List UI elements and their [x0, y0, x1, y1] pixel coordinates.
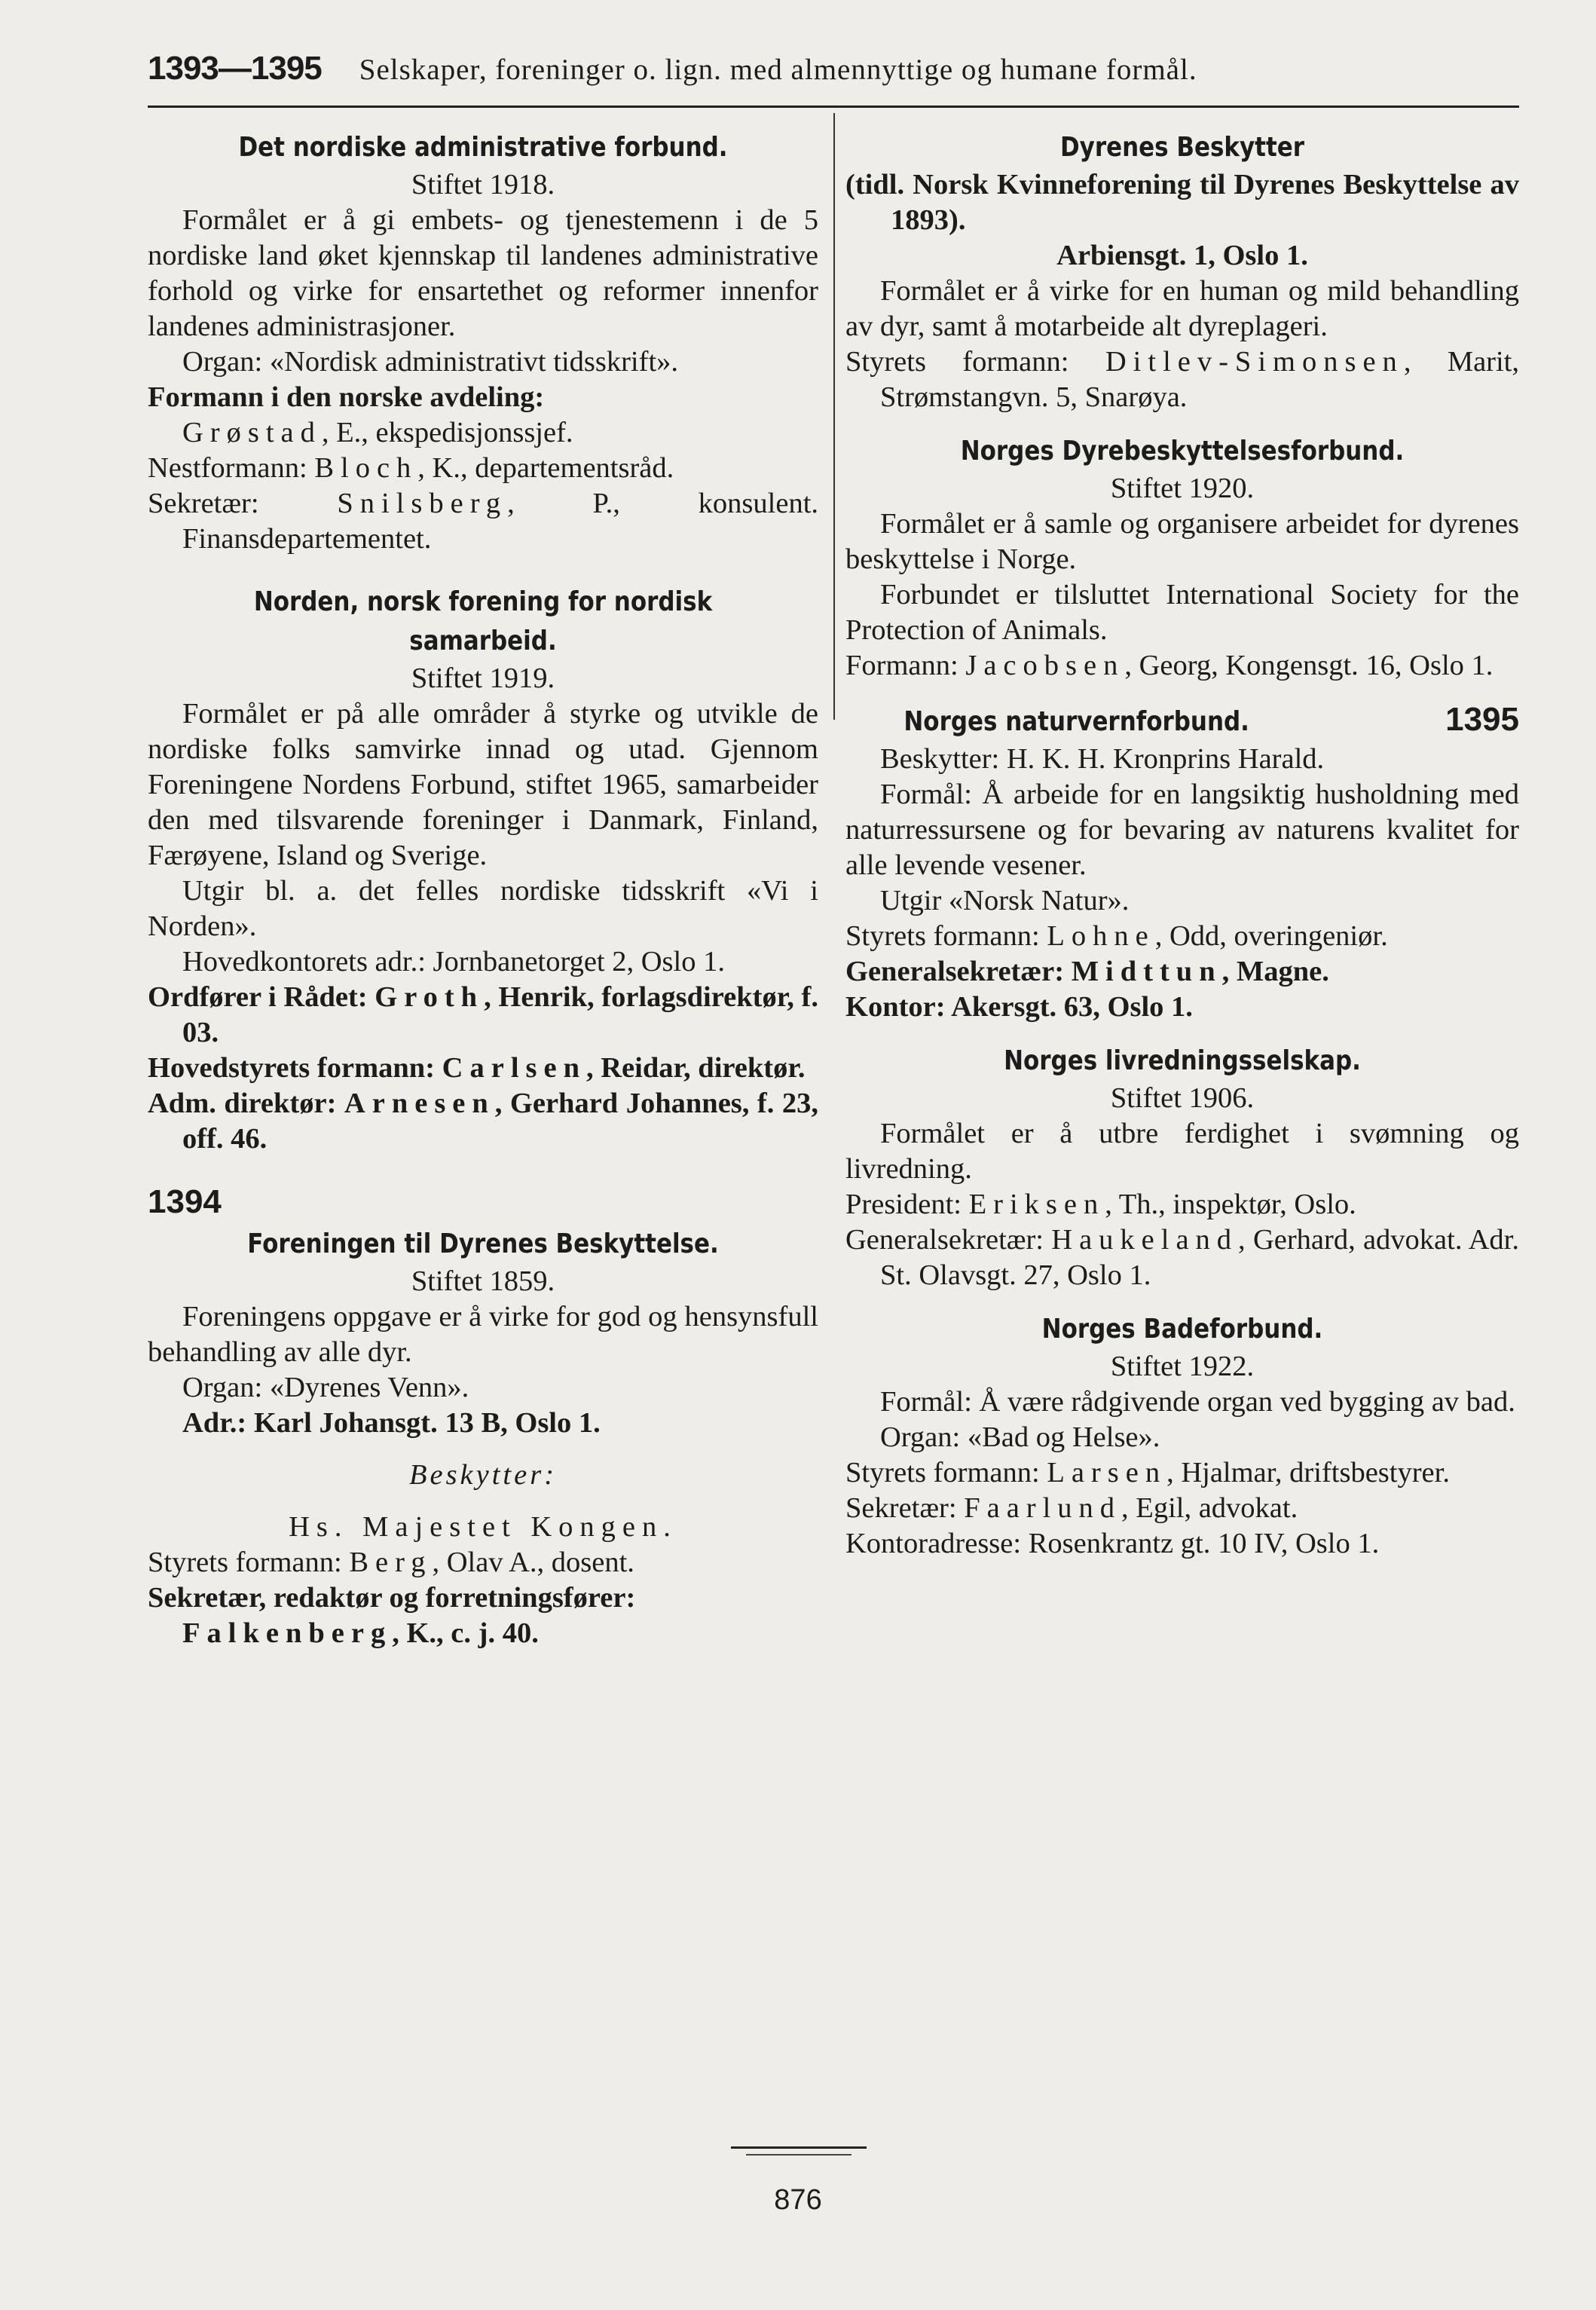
sec-name: Faarlund — [964, 1492, 1122, 1524]
adm-label: Adm. direktør: — [148, 1088, 337, 1119]
president — [845, 1187, 1519, 1222]
purpose: Formålet er å virke for en human og mild behandling av dyr, samt å motarbeide alt dyreplageri. — [845, 275, 1519, 342]
entry-title: Det nordiske administrative forbund. — [238, 132, 728, 163]
board-chair — [845, 1455, 1519, 1491]
board-label: Hovedstyrets formann: — [148, 1052, 436, 1084]
vice-rest: , K., departementsråd. — [417, 452, 674, 484]
sec-rest: , K., c. j. 40. — [392, 1617, 539, 1649]
chair — [148, 380, 818, 451]
purpose: Formål: Å arbeide for en langsiktig husholdning med naturressursene og for bevaring av naturens kvalitet for alle levende vesener. — [845, 779, 1519, 881]
ordforer — [148, 980, 818, 1051]
sec-name: Falkenberg — [182, 1617, 393, 1649]
address: Arbiensgt. 1, Oslo 1. — [1056, 240, 1308, 271]
header-entry-range: 1393—1395 — [148, 50, 322, 87]
footer-rule — [731, 2146, 867, 2149]
membership: Forbundet er tilsluttet International Society for the Protection of Animals. — [845, 579, 1519, 646]
entry-naturvernforbund — [845, 700, 1519, 1025]
chair-rest: , E., ekspedisjonssjef. — [321, 417, 573, 448]
pres-label: President: — [845, 1189, 962, 1220]
secretary — [845, 1491, 1519, 1526]
office: Kontor: Akersgt. 63, Oslo 1. — [845, 991, 1193, 1023]
ordforer-label: Ordfører i Rådet: — [148, 981, 368, 1013]
purpose: Formålet er å samle og organisere arbeidet for dyrenes beskyttelse i Norge. — [845, 508, 1519, 575]
secretary — [148, 1580, 818, 1651]
organ: Organ: «Nordisk administrativt tidsskrift». — [182, 346, 679, 378]
gensec-label: Generalsekretær: — [845, 1224, 1044, 1256]
ordforer-name: Groth — [375, 981, 485, 1013]
address: Adr.: Karl Johansgt. 13 B, Oslo 1. — [182, 1407, 601, 1439]
chair-label: Formann: — [845, 650, 959, 681]
publishes: Utgir bl. a. det felles nordiske tidsskrift «Vi i Norden». — [148, 875, 818, 942]
entry-badeforbund — [845, 1310, 1519, 1562]
chair-label: Formann i den norske avdeling: — [148, 381, 545, 413]
entry-title: Norden, norsk forening for nordisk samarbeid. — [253, 586, 713, 656]
office: Kontoradresse: Rosenkrantz gt. 10 IV, Oslo 1. — [845, 1528, 1380, 1559]
organ: Organ: «Bad og Helse». — [880, 1421, 1160, 1453]
entry-norden — [148, 583, 818, 1157]
board-rest: , Marit, Strømstangvn. 5, Snarøya. — [880, 346, 1519, 413]
chair-rest: , Georg, Kongensgt. 16, Oslo 1. — [1124, 650, 1494, 681]
general-secretary — [845, 954, 1519, 990]
office: Hovedkontorets adr.: Jornbanetorget 2, Oslo 1. — [182, 946, 725, 978]
protector: Beskytter: H. K. H. Kronprins Harald. — [880, 743, 1325, 775]
gensec-rest: , Magne. — [1221, 956, 1329, 987]
purpose: Formål: Å være rådgivende organ ved bygging av bad. — [880, 1386, 1515, 1418]
purpose: Formålet er på alle områder å styrke og utvikle de nordiske folks samvirke innad og utad. Gjennom Foreningene Nordens Forbund, stiftet 1965, samarbeider den med tilsvarende foreninger i Danmark, Finland, Færøyene, Island og Sverige. — [148, 698, 818, 871]
footer-rule-short — [746, 2154, 852, 2155]
gensec-name: Midttun — [1071, 956, 1222, 987]
header-rule — [148, 106, 1519, 108]
founded: Stiftet 1919. — [411, 662, 555, 694]
pres-rest: , Th., inspektør, Oslo. — [1105, 1189, 1356, 1220]
board-chair — [845, 919, 1519, 954]
board-rest: , Odd, overingeniør. — [1154, 920, 1388, 952]
entry-title: Dyrenes Beskytter — [1059, 132, 1305, 163]
former-name: (tidl. Norsk Kvinneforening til Dyrenes Beskyttelse av 1893). — [845, 169, 1519, 236]
vice-name: Bloch — [314, 452, 418, 484]
vice-label: Nestformann: — [148, 452, 307, 484]
sec-label: Sekretær: — [148, 488, 259, 519]
board-name: Ditlev-Simonsen — [1105, 346, 1404, 378]
board-name: Carlsen — [442, 1052, 586, 1084]
gensec-name: Haukeland — [1051, 1224, 1239, 1256]
entry-livredningsselskap — [845, 1042, 1519, 1293]
board-name: Berg — [349, 1547, 433, 1578]
founded: Stiftet 1920. — [1110, 473, 1255, 504]
entry-title: Norges Badeforbund. — [1041, 1314, 1323, 1345]
header-title: Selskaper, foreninger o. lign. med almennyttige og humane formål. — [359, 54, 1197, 86]
left-column — [148, 128, 818, 1651]
entry-title: Foreningen til Dyrenes Beskyttelse. — [247, 1228, 719, 1259]
founded: Stiftet 1918. — [411, 169, 555, 200]
sec-name: Snilsberg — [337, 488, 508, 519]
page-header — [148, 50, 1519, 95]
entry-title: Norges naturvernforbund. — [903, 706, 1249, 737]
chair-name: Jacobsen — [965, 650, 1125, 681]
column-divider — [833, 113, 835, 720]
board-rest: , Reidar, direktør. — [586, 1052, 806, 1084]
protector-label: Beskytter: — [408, 1459, 558, 1491]
sec-label: Sekretær: — [845, 1492, 957, 1524]
board-rest: , Olav A., dosent. — [432, 1547, 634, 1578]
adm-director — [148, 1086, 818, 1157]
chair — [845, 648, 1519, 684]
pres-name: Eriksen — [968, 1189, 1105, 1220]
secretary — [148, 486, 818, 557]
purpose: Formålet er å utbre ferdighet i svømning og livredning. — [845, 1118, 1519, 1185]
sec-rest: , Egil, advokat. — [1121, 1492, 1298, 1524]
board-label: Styrets formann: — [845, 346, 1069, 378]
board-label: Styrets formann: — [845, 1457, 1040, 1488]
right-column — [845, 128, 1519, 1562]
ordforer-rest: , Henrik, forlagsdirektør, f. 03. — [182, 981, 818, 1048]
protector: Hs. Majestet Kongen. — [289, 1511, 677, 1543]
entry-title-row — [845, 700, 1519, 742]
board-chair — [148, 1051, 818, 1086]
adm-rest: , Gerhard Johannes, f. 23, off. 46. — [182, 1088, 818, 1155]
board-label: Styrets formann: — [845, 920, 1040, 952]
adm-name: Arnesen — [344, 1088, 495, 1119]
entry-title: Norges Dyrebeskyttelsesforbund. — [960, 436, 1405, 467]
entry-dyrebeskyttelsesforbund — [845, 432, 1519, 684]
board-label: Styrets formann: — [148, 1547, 342, 1578]
gensec-label: Generalsekretær: — [845, 956, 1065, 987]
board-name: Lohne — [1047, 920, 1155, 952]
board-chair — [845, 344, 1519, 415]
vice-chair — [148, 451, 818, 486]
sec-label: Sekretær, redaktør og forretningsfører: — [148, 1582, 636, 1614]
board-name: Larsen — [1047, 1457, 1167, 1488]
founded: Stiftet 1922. — [1110, 1351, 1255, 1382]
general-secretary — [845, 1222, 1519, 1293]
entry-title: Norges livredningsselskap. — [1004, 1045, 1361, 1076]
organ: Organ: «Dyrenes Venn». — [182, 1372, 469, 1403]
entry-number-1395: 1395 — [1445, 701, 1519, 738]
sec-rest: , P., konsulent. Finansdepartementet. — [182, 488, 819, 555]
page-number: 876 — [774, 2184, 822, 2216]
entry-dyrenes-beskytter — [845, 128, 1519, 415]
purpose: Foreningens oppgave er å virke for god og hensynsfull behandling av alle dyr. — [148, 1301, 818, 1368]
entry-nordiske-administrative — [148, 128, 818, 557]
board-chair — [148, 1545, 818, 1580]
board-rest: , Hjalmar, driftsbestyrer. — [1166, 1457, 1450, 1488]
purpose: Formålet er å gi embets- og tjenestemenn i de 5 nordiske land øket kjennskap til landenes administrative forhold og virke for ensartethet og reformer innenfor landenes administrasjoner. — [148, 204, 818, 342]
founded: Stiftet 1859. — [411, 1265, 555, 1297]
founded: Stiftet 1906. — [1110, 1082, 1255, 1114]
entry-number-1394: 1394 — [148, 1183, 222, 1220]
entry-foreningen-dyrenes-beskyttelse — [148, 1225, 818, 1651]
publishes: Utgir «Norsk Natur». — [880, 885, 1130, 916]
chair-name: Grøstad — [182, 417, 322, 448]
gensec-rest: , Gerhard, advokat. Adr. St. Olavsgt. 27, Oslo 1. — [880, 1224, 1520, 1291]
